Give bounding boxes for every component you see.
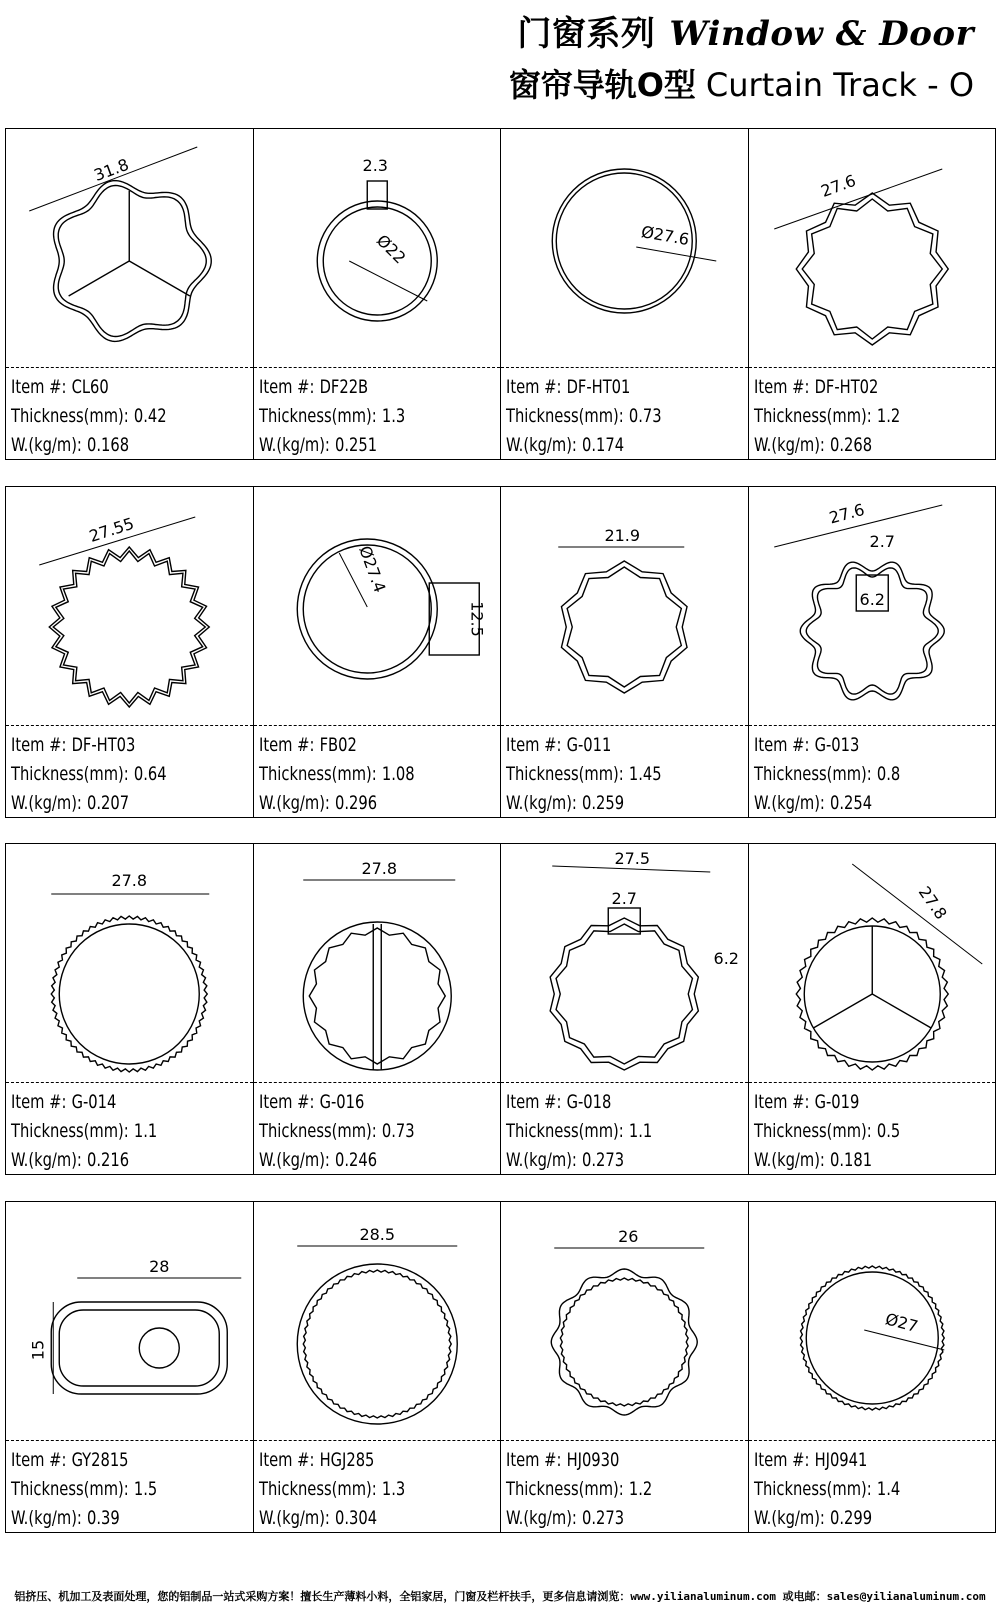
- item-number-label: Item #:: [506, 734, 562, 756]
- thickness-label: Thickness(mm):: [753, 763, 872, 785]
- item-number-line: [754, 731, 900, 760]
- divider: [6, 367, 253, 368]
- thickness-value: 1.45: [628, 763, 662, 785]
- item-number-line: [754, 1446, 900, 1475]
- dimension-label: 27.6: [826, 499, 866, 528]
- profile-outer: [317, 201, 437, 321]
- thickness-value: 1.1: [628, 1120, 653, 1142]
- weight-label: W.(kg/m):: [11, 434, 82, 456]
- item-number-line: [754, 373, 900, 402]
- weight-value: 0.299: [829, 1507, 872, 1529]
- thickness-line: [506, 1117, 652, 1146]
- product-info: [11, 373, 167, 460]
- profile-inner: [303, 1270, 451, 1418]
- dimension-label: 27.8: [360, 859, 397, 878]
- product-card: [254, 487, 502, 817]
- item-number-label: Item #:: [11, 1449, 67, 1471]
- thickness-value: 0.8: [876, 763, 900, 785]
- weight-label: W.(kg/m):: [506, 1149, 577, 1171]
- product-info: [11, 1088, 157, 1175]
- thickness-line: [11, 402, 167, 431]
- item-number-line: [11, 1446, 157, 1475]
- weight-value: 0.39: [87, 1507, 120, 1529]
- item-number-label: Item #:: [506, 1091, 562, 1113]
- product-info: [754, 373, 900, 460]
- item-number-label: Item #:: [753, 1449, 809, 1471]
- thickness-value: 1.5: [133, 1478, 158, 1500]
- thickness-value: 0.64: [133, 763, 167, 785]
- product-row: [5, 843, 996, 1175]
- item-number-label: Item #:: [258, 1449, 314, 1471]
- header-title: [517, 6, 974, 55]
- weight-value: 0.246: [334, 1149, 377, 1171]
- profile-outer: [796, 193, 948, 345]
- profile-inner: [806, 568, 938, 694]
- weight-label: W.(kg/m):: [753, 434, 825, 456]
- profile-outer: [800, 1266, 944, 1410]
- product-card: [501, 129, 749, 459]
- item-number-line: [259, 731, 415, 760]
- profile-outer: [297, 1264, 457, 1424]
- item-number-line: [11, 731, 167, 760]
- thickness-label: Thickness(mm):: [258, 1478, 377, 1500]
- profile-web: [129, 261, 190, 296]
- divider: [749, 725, 996, 726]
- profile-inner: [58, 186, 206, 337]
- thickness-line: [754, 1475, 900, 1504]
- weight-line: [754, 431, 900, 460]
- weight-label: W.(kg/m):: [506, 792, 577, 814]
- item-number-line: [11, 373, 167, 402]
- thickness-label: Thickness(mm):: [258, 763, 377, 785]
- product-card: [749, 1202, 996, 1532]
- profile-slot: [367, 181, 387, 209]
- product-card: [749, 844, 996, 1174]
- profile-outer: [800, 562, 944, 700]
- product-info: [754, 731, 900, 818]
- divider: [6, 1440, 253, 1441]
- item-number-line: [259, 1088, 415, 1117]
- item-number-value: G-013: [814, 734, 859, 756]
- divider: [501, 1082, 748, 1083]
- profile-outer: [54, 181, 212, 342]
- product-card: [6, 129, 254, 459]
- profile-outer: [551, 1269, 697, 1415]
- item-number-value: G-016: [319, 1091, 364, 1113]
- dimension-label-secondary: 2.7: [611, 889, 637, 908]
- divider: [6, 1082, 253, 1083]
- profile-drawing: [501, 487, 748, 727]
- profile-web: [69, 261, 130, 296]
- dimension-line: [774, 169, 942, 229]
- thickness-line: [506, 402, 662, 431]
- weight-line: [506, 1504, 652, 1533]
- footer-text: 铝挤压、机加工及表面处理，您的铝制品一站式采购方案！擅长生产薄料小料，全铝家居，门窗及栏杆扶手，更多信息请浏览：www.yilianaluminum.com 或电邮：sales@yilianaluminum.com: [14, 1590, 986, 1603]
- weight-label: W.(kg/m):: [753, 1507, 825, 1529]
- thickness-line: [11, 1475, 157, 1504]
- item-number-value: DF-HT02: [814, 376, 878, 398]
- weight-line: [11, 1146, 157, 1175]
- weight-value: 0.174: [582, 434, 625, 456]
- profile-drawing: [254, 1202, 501, 1442]
- weight-line: [506, 431, 662, 460]
- weight-label: W.(kg/m):: [506, 434, 577, 456]
- dimension-label: 27.5: [614, 849, 651, 868]
- weight-label: W.(kg/m):: [11, 1149, 82, 1171]
- thickness-line: [259, 1475, 405, 1504]
- product-info: [259, 373, 405, 460]
- dimension-label: 28.5: [358, 1225, 395, 1244]
- profile-drawing: [6, 129, 253, 369]
- dimension-label: 21.9: [604, 526, 641, 545]
- profile-inner: [802, 199, 942, 339]
- weight-line: [11, 1504, 157, 1533]
- thickness-label: Thickness(mm):: [11, 405, 129, 427]
- profile-inner: [806, 1272, 938, 1404]
- item-number-line: [754, 1088, 900, 1117]
- weight-value: 0.251: [334, 434, 377, 456]
- header-subtitle-cn: 窗帘导轨O型: [508, 66, 696, 104]
- product-info: [506, 1088, 652, 1175]
- dimension-line: [636, 247, 716, 261]
- profile-drawing: [6, 1202, 253, 1442]
- item-number-label: Item #:: [258, 734, 314, 756]
- item-number-label: Item #:: [753, 376, 809, 398]
- product-info: [506, 373, 662, 460]
- item-number-value: HGJ285: [319, 1449, 374, 1471]
- profile-drawing: [749, 487, 996, 727]
- product-info: [754, 1446, 900, 1533]
- weight-line: [11, 789, 167, 818]
- divider: [501, 1440, 748, 1441]
- weight-line: [259, 1146, 415, 1175]
- item-number-line: [11, 1088, 157, 1117]
- thickness-label: Thickness(mm):: [506, 763, 624, 785]
- item-number-value: CL60: [71, 376, 109, 398]
- weight-value: 0.207: [87, 792, 130, 814]
- product-card: [6, 844, 254, 1174]
- item-number-label: Item #:: [506, 376, 562, 398]
- product-info: [506, 1446, 652, 1533]
- profile-drawing: [501, 844, 748, 1084]
- weight-value: 0.254: [829, 792, 872, 814]
- thickness-value: 0.5: [876, 1120, 900, 1142]
- profile-drawing: [501, 1202, 748, 1442]
- thickness-value: 1.1: [133, 1120, 158, 1142]
- product-card: [749, 487, 996, 817]
- dimension-label: 26: [618, 1227, 639, 1246]
- profile-outer: [303, 922, 451, 1070]
- weight-line: [11, 431, 167, 460]
- profile-drawing: [6, 844, 253, 1084]
- dimension-label: Ø27: [882, 1309, 920, 1337]
- product-card: [254, 1202, 502, 1532]
- product-card: [501, 1202, 749, 1532]
- divider: [254, 1440, 501, 1441]
- product-info: [259, 1446, 405, 1533]
- dimension-label-secondary: 15: [28, 1339, 48, 1361]
- dimension-label: 27.8: [111, 871, 148, 890]
- weight-value: 0.216: [87, 1149, 130, 1171]
- product-info: [259, 1088, 415, 1175]
- thickness-line: [506, 760, 662, 789]
- weight-value: 0.268: [829, 434, 872, 456]
- thickness-value: 1.3: [381, 405, 405, 427]
- divider: [501, 367, 748, 368]
- dimension-label: 27.6: [817, 170, 858, 201]
- dimension-label-secondary: 2.7: [869, 532, 895, 551]
- dimension-line: [349, 261, 427, 301]
- product-info: [11, 1446, 157, 1533]
- weight-value: 0.296: [334, 792, 377, 814]
- weight-line: [506, 789, 662, 818]
- header-subtitle-en: Curtain Track - O: [705, 66, 974, 104]
- thickness-line: [259, 1117, 415, 1146]
- thickness-label: Thickness(mm):: [506, 405, 624, 427]
- header-subtitle: [509, 60, 974, 106]
- dimension-label: Ø22: [372, 230, 410, 268]
- divider: [254, 725, 501, 726]
- weight-line: [259, 431, 405, 460]
- thickness-line: [754, 760, 900, 789]
- item-number-label: Item #:: [753, 734, 809, 756]
- profile-drawing: [749, 129, 996, 369]
- thickness-value: 0.73: [381, 1120, 415, 1142]
- weight-line: [754, 1504, 900, 1533]
- profile-inner: [560, 1278, 688, 1406]
- thickness-line: [11, 1117, 157, 1146]
- dimension-label: 28: [149, 1257, 170, 1276]
- profile-inner: [309, 928, 445, 1064]
- profile-drawing: [254, 487, 501, 727]
- thickness-value: 1.3: [381, 1478, 405, 1500]
- profile-inner: [53, 551, 205, 703]
- thickness-value: 1.2: [628, 1478, 653, 1500]
- weight-label: W.(kg/m):: [11, 1507, 82, 1529]
- weight-label: W.(kg/m):: [11, 792, 82, 814]
- divider: [254, 1082, 501, 1083]
- weight-label: W.(kg/m):: [506, 1507, 577, 1529]
- profile-outer: [550, 918, 698, 1070]
- dimension-label-tertiary: 6.2: [713, 949, 739, 968]
- dimension-label-tertiary: 6.2: [859, 590, 885, 609]
- profile-drawing: [254, 129, 501, 369]
- profile-web: [872, 994, 931, 1028]
- divider: [501, 725, 748, 726]
- product-info: [506, 731, 662, 818]
- profile-drawing: [749, 844, 996, 1084]
- weight-line: [506, 1146, 652, 1175]
- thickness-value: 0.73: [628, 405, 662, 427]
- profile-outer: [51, 916, 207, 1072]
- product-info: [11, 731, 167, 818]
- thickness-label: Thickness(mm):: [258, 405, 377, 427]
- thickness-line: [506, 1475, 652, 1504]
- item-number-value: DF-HT03: [71, 734, 136, 756]
- weight-value: 0.273: [582, 1507, 625, 1529]
- thickness-label: Thickness(mm):: [11, 1120, 129, 1142]
- item-number-value: HJ0930: [566, 1449, 620, 1471]
- dimension-label-secondary: 2.3: [362, 156, 388, 175]
- thickness-label: Thickness(mm):: [753, 1478, 872, 1500]
- weight-line: [754, 789, 900, 818]
- thickness-line: [259, 760, 415, 789]
- dimension-label: Ø27.4: [354, 543, 390, 596]
- product-info: [754, 1088, 900, 1175]
- dimension-label: 27.8: [914, 882, 951, 923]
- item-number-label: Item #:: [258, 1091, 314, 1113]
- weight-label: W.(kg/m):: [258, 1507, 330, 1529]
- item-number-value: DF22B: [319, 376, 368, 398]
- profile-inner: [567, 567, 681, 687]
- item-number-value: G-014: [71, 1091, 117, 1113]
- dimension-label: 31.8: [91, 154, 132, 185]
- divider: [749, 1440, 996, 1441]
- item-number-value: GY2815: [71, 1449, 129, 1471]
- profile-inner: [323, 207, 431, 315]
- item-number-value: G-018: [566, 1091, 612, 1113]
- item-number-line: [506, 731, 662, 760]
- thickness-value: 1.08: [381, 763, 415, 785]
- product-row: [5, 486, 996, 818]
- weight-label: W.(kg/m):: [258, 434, 330, 456]
- profile-inner: [556, 924, 692, 1064]
- thickness-label: Thickness(mm):: [753, 1120, 872, 1142]
- thickness-label: Thickness(mm):: [506, 1120, 624, 1142]
- weight-value: 0.168: [87, 434, 130, 456]
- header-title-en: Window & Door: [669, 14, 974, 54]
- header-title-cn: 门窗系列: [517, 14, 656, 54]
- divider: [254, 367, 501, 368]
- profile-outer: [561, 561, 687, 693]
- profile-web: [813, 994, 872, 1028]
- profile-drawing: [254, 844, 501, 1084]
- item-number-value: HJ0941: [814, 1449, 867, 1471]
- weight-line: [259, 789, 415, 818]
- thickness-value: 0.42: [133, 405, 167, 427]
- item-number-value: G-011: [566, 734, 612, 756]
- item-number-label: Item #:: [11, 1091, 67, 1113]
- product-card: [254, 129, 502, 459]
- weight-value: 0.181: [829, 1149, 872, 1171]
- item-number-value: G-019: [814, 1091, 859, 1113]
- dimension-label-secondary: 12.5: [466, 601, 486, 637]
- divider: [6, 725, 253, 726]
- divider: [749, 367, 996, 368]
- thickness-line: [11, 760, 167, 789]
- item-number-label: Item #:: [11, 376, 67, 398]
- dimension-label: 27.55: [86, 513, 137, 546]
- item-number-label: Item #:: [506, 1449, 562, 1471]
- profile-outer: [49, 547, 209, 707]
- thickness-label: Thickness(mm):: [11, 1478, 129, 1500]
- product-card: [749, 129, 996, 459]
- thickness-value: 1.4: [876, 1478, 900, 1500]
- thickness-line: [754, 1117, 900, 1146]
- item-number-label: Item #:: [753, 1091, 809, 1113]
- weight-label: W.(kg/m):: [753, 792, 825, 814]
- divider: [749, 1082, 996, 1083]
- profile-drawing: [749, 1202, 996, 1442]
- product-card: [6, 487, 254, 817]
- thickness-label: Thickness(mm):: [506, 1478, 624, 1500]
- weight-line: [754, 1146, 900, 1175]
- item-number-line: [506, 1446, 652, 1475]
- weight-line: [259, 1504, 405, 1533]
- item-number-value: DF-HT01: [566, 376, 631, 398]
- item-number-line: [259, 1446, 405, 1475]
- thickness-line: [754, 402, 900, 431]
- product-card: [501, 487, 749, 817]
- weight-label: W.(kg/m):: [753, 1149, 825, 1171]
- item-number-line: [506, 1088, 652, 1117]
- product-row: [5, 128, 996, 460]
- profile-inner: [59, 924, 199, 1064]
- item-number-value: FB02: [319, 734, 357, 756]
- weight-label: W.(kg/m):: [258, 1149, 330, 1171]
- product-card: [6, 1202, 254, 1532]
- thickness-label: Thickness(mm):: [753, 405, 872, 427]
- thickness-line: [259, 402, 405, 431]
- thickness-value: 1.2: [876, 405, 900, 427]
- profile-hub: [139, 1328, 179, 1368]
- item-number-line: [506, 373, 662, 402]
- product-row: [5, 1201, 996, 1533]
- product-info: [259, 731, 415, 818]
- weight-value: 0.259: [582, 792, 625, 814]
- item-number-label: Item #:: [11, 734, 67, 756]
- profile-drawing: [501, 129, 748, 369]
- profile-drawing: [6, 487, 253, 727]
- item-number-label: Item #:: [258, 376, 314, 398]
- thickness-label: Thickness(mm):: [11, 763, 129, 785]
- item-number-line: [259, 373, 405, 402]
- weight-value: 0.304: [334, 1507, 377, 1529]
- thickness-label: Thickness(mm):: [258, 1120, 377, 1142]
- dimension-label: Ø27.6: [639, 222, 691, 250]
- weight-value: 0.273: [582, 1149, 625, 1171]
- weight-label: W.(kg/m):: [258, 792, 330, 814]
- product-card: [254, 844, 502, 1174]
- product-card: [501, 844, 749, 1174]
